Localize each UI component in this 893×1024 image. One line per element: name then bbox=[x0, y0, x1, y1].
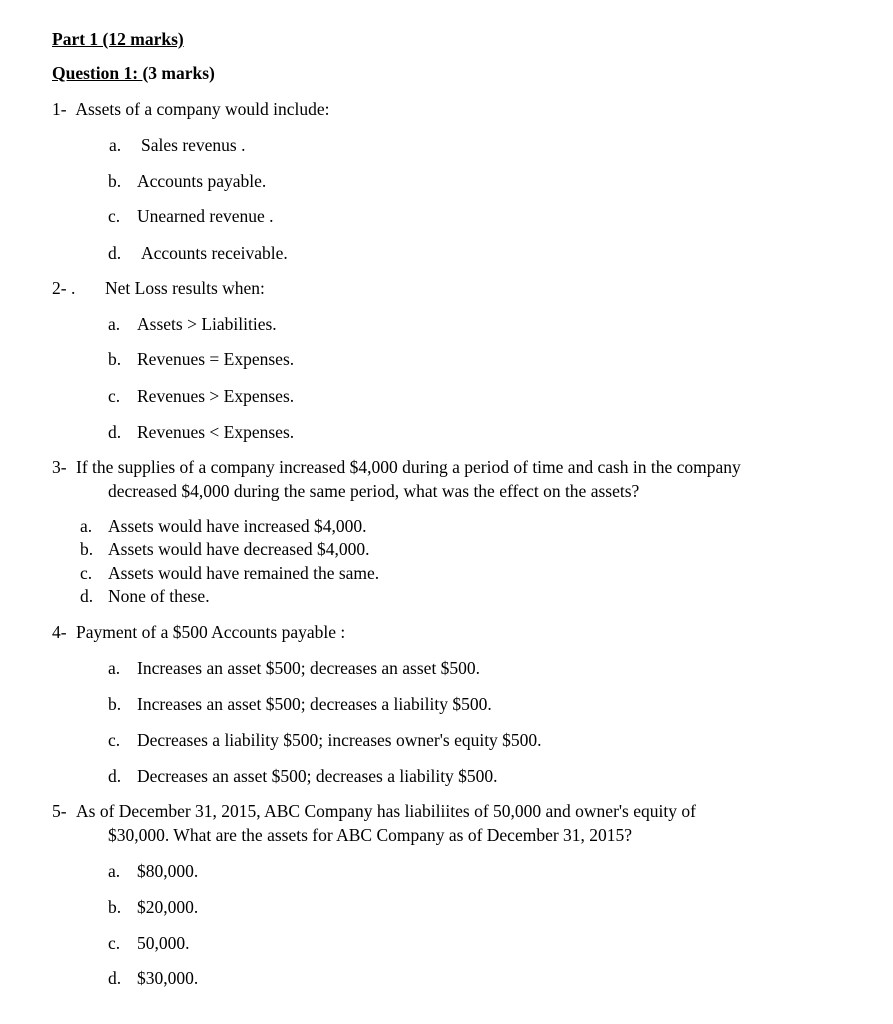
question-text-continued: $30,000. What are the assets for ABC Company as of December 31, 2015? bbox=[108, 825, 633, 845]
option-label: a. bbox=[109, 135, 122, 155]
question-title bbox=[52, 63, 215, 83]
option-label: d. bbox=[108, 243, 122, 263]
option-text: Accounts receivable. bbox=[141, 243, 288, 263]
question-number: 4- bbox=[52, 622, 67, 642]
option-text: 50,000. bbox=[137, 933, 190, 953]
option-label: c. bbox=[108, 206, 121, 226]
option-text: Assets would have remained the same. bbox=[108, 563, 380, 583]
option-label: c. bbox=[80, 563, 93, 583]
option-label: a. bbox=[108, 861, 121, 881]
option-label: c. bbox=[108, 933, 121, 953]
option-text: Assets > Liabilities. bbox=[137, 314, 277, 334]
question-number: 1- bbox=[52, 99, 67, 119]
option-text: $20,000. bbox=[137, 897, 199, 917]
option-text: Unearned revenue . bbox=[137, 206, 274, 226]
option-text: Assets would have decreased $4,000. bbox=[108, 539, 370, 559]
option-text: Increases an asset $500; decreases an asset $500. bbox=[137, 658, 481, 678]
question-marks: (3 marks) bbox=[142, 63, 215, 83]
option-label: b. bbox=[108, 694, 122, 714]
option-label: b. bbox=[80, 539, 94, 559]
question-text-continued: decreased $4,000 during the same period, what was the effect on the assets? bbox=[108, 481, 640, 501]
option-label: d. bbox=[108, 968, 122, 988]
question-text: If the supplies of a company increased $4,000 during a period of time and cash in the company bbox=[76, 457, 741, 477]
option-text: Decreases a liability $500; increases owner's equity $500. bbox=[137, 730, 542, 750]
option-label: c. bbox=[108, 730, 121, 750]
option-label: d. bbox=[108, 766, 122, 786]
option-label: b. bbox=[108, 349, 122, 369]
option-text: Assets would have increased $4,000. bbox=[108, 516, 367, 536]
option-label: a. bbox=[108, 658, 121, 678]
question-number: 2- . bbox=[52, 278, 76, 298]
question-number: 5- bbox=[52, 801, 67, 821]
option-text: Revenues < Expenses. bbox=[137, 422, 295, 442]
option-label: a. bbox=[108, 314, 121, 334]
option-text: $80,000. bbox=[137, 861, 199, 881]
option-text: Increases an asset $500; decreases a liability $500. bbox=[137, 694, 492, 714]
question-text: Assets of a company would include: bbox=[75, 99, 330, 119]
question-text: Net Loss results when: bbox=[105, 278, 265, 298]
question-number: 3- bbox=[52, 457, 67, 477]
question-text: As of December 31, 2015, ABC Company has liabiliites of 50,000 and owner's equity of bbox=[76, 801, 696, 821]
option-label: b. bbox=[108, 171, 122, 191]
question-label: Question 1: bbox=[52, 63, 143, 83]
option-label: d. bbox=[108, 422, 122, 442]
option-label: d. bbox=[80, 586, 94, 606]
question-1 bbox=[52, 99, 330, 119]
option-text: Accounts payable. bbox=[137, 171, 267, 191]
option-label: a. bbox=[80, 516, 93, 536]
question-text: Payment of a $500 Accounts payable : bbox=[76, 622, 346, 642]
option-text: Revenues = Expenses. bbox=[137, 349, 295, 369]
option-text: Revenues > Expenses. bbox=[137, 386, 295, 406]
part-title: Part 1 (12 marks) bbox=[52, 29, 184, 49]
option-text: None of these. bbox=[108, 586, 210, 606]
option-text: Sales revenus . bbox=[141, 135, 246, 155]
option-label: b. bbox=[108, 897, 122, 917]
option-text: Decreases an asset $500; decreases a liability $500. bbox=[137, 766, 498, 786]
option-label: c. bbox=[108, 386, 121, 406]
option-text: $30,000. bbox=[137, 968, 199, 988]
